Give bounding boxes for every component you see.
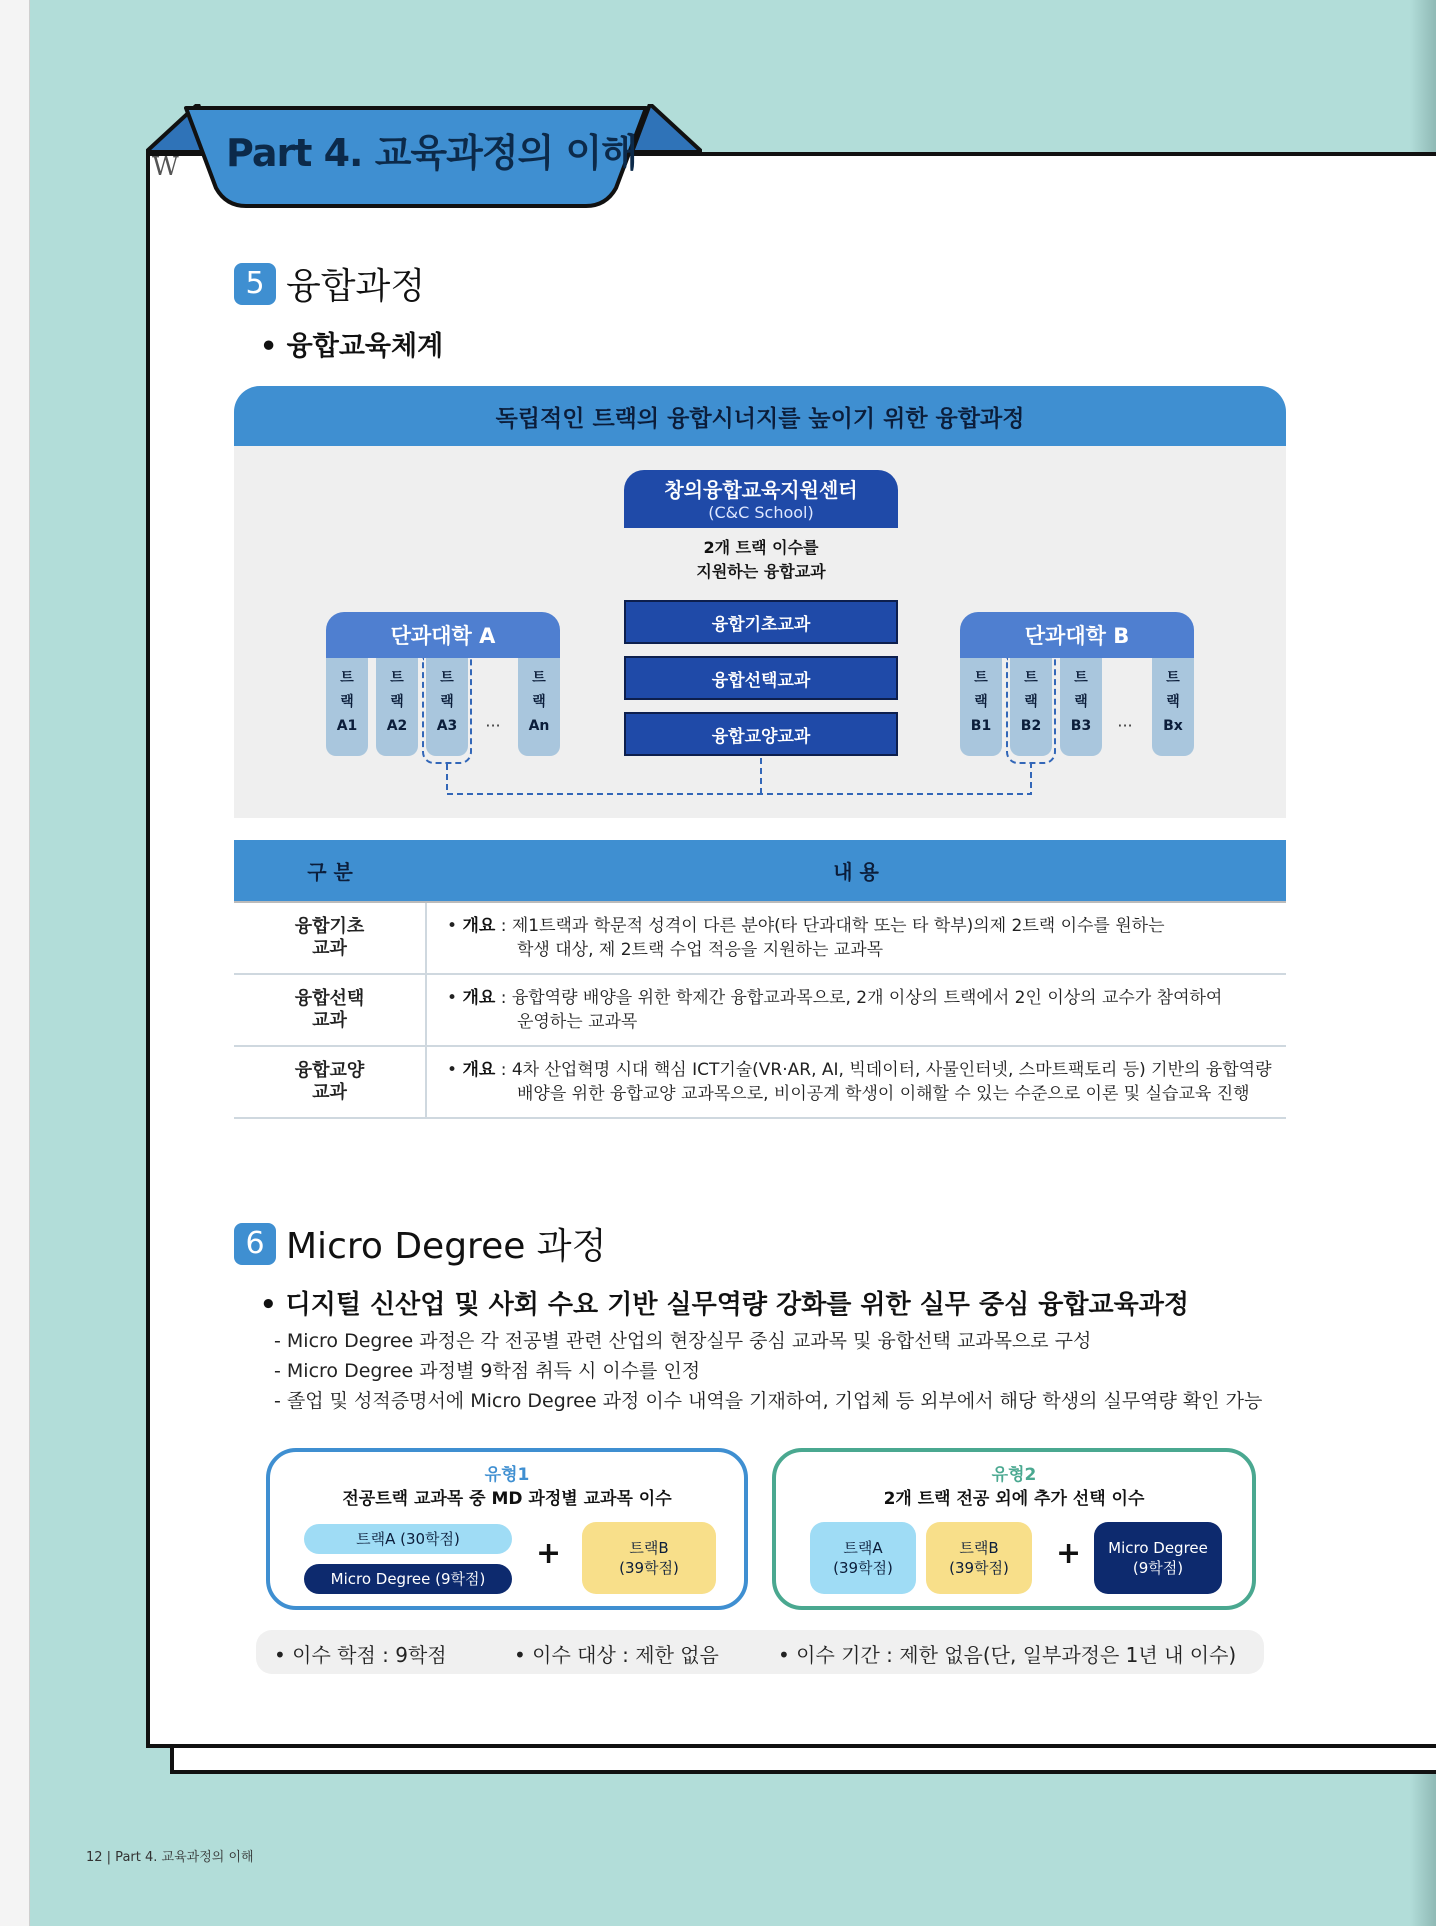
track-b1: 트 랙 B1 bbox=[960, 658, 1002, 756]
section6-heading bbox=[234, 1218, 606, 1269]
track-an: 트 랙 An bbox=[518, 658, 560, 756]
table-header-category: 구 분 bbox=[234, 840, 426, 902]
track-bx: 트 랙 Bx bbox=[1152, 658, 1194, 756]
type1-track-a: 트랙A (30학점) bbox=[304, 1524, 512, 1554]
track-a2: 트 랙 A2 bbox=[376, 658, 418, 756]
center-subtitle: (C&C School) bbox=[708, 503, 814, 522]
row-category: 융합선택 교과 bbox=[234, 974, 426, 1046]
table-row bbox=[234, 1046, 1286, 1118]
summary-target: • 이수 대상 : 제한 없음 bbox=[514, 1643, 719, 1667]
table-header-row bbox=[234, 840, 1286, 902]
convergence-table bbox=[234, 840, 1286, 1119]
track-a1: 트 랙 A1 bbox=[326, 658, 368, 756]
md-line-1: - Micro Degree 과정은 각 전공별 관련 산업의 현장실무 중심 교과목 및 융합선택 교과목으로 구성 bbox=[274, 1330, 1092, 1352]
type2-track-b: 트랙B (39학점) bbox=[926, 1522, 1032, 1594]
row-description: • 개요 : 제1트랙과 학문적 성격이 다른 분야(타 단과대학 또는 타 학부)의제 2트랙 이수를 원하는 학생 대상, 제 2트랙 수업 적응을 지원하는 교과목 bbox=[426, 902, 1286, 974]
row-category: 융합교양 교과 bbox=[234, 1046, 426, 1118]
section6-bullet: • 디지털 신산업 및 사회 수요 기반 실무역량 강화를 위한 실무 중심 융합교육과정 bbox=[260, 1290, 1189, 1320]
section6-title: Micro Degree 과정 bbox=[286, 1226, 607, 1267]
college-b-header: 단과대학 B bbox=[960, 612, 1194, 658]
row-category: 융합기초 교과 bbox=[234, 902, 426, 974]
type1-desc: 전공트랙 교과목 중 MD 과정별 교과목 이수 bbox=[342, 1489, 672, 1509]
course-elective: 융합선택교과 bbox=[624, 656, 898, 700]
table-row bbox=[234, 974, 1286, 1046]
row-description: • 개요 : 융합역량 배양을 위한 학제간 융합교과목으로, 2개 이상의 트랙에서 2인 이상의 교수가 참여하여 운영하는 교과목 bbox=[426, 974, 1286, 1046]
type2-micro-degree: Micro Degree (9학점) bbox=[1094, 1522, 1222, 1594]
track-b3: 트 랙 B3 bbox=[1060, 658, 1102, 756]
table-row bbox=[234, 902, 1286, 974]
type2-label: 유형2 bbox=[991, 1465, 1037, 1485]
center-note-line2: 지원하는 융합교과 bbox=[696, 562, 826, 581]
center-note-line1: 2개 트랙 이수를 bbox=[703, 538, 819, 557]
course-basic: 융합기초교과 bbox=[624, 600, 898, 644]
convergence-diagram bbox=[234, 386, 1286, 818]
page-left-edge bbox=[0, 0, 30, 1926]
type1-micro-degree: Micro Degree (9학점) bbox=[304, 1564, 512, 1594]
summary-credits: • 이수 학점 : 9학점 bbox=[274, 1643, 447, 1667]
part-title: Part 4. 교육과정의 이해 bbox=[226, 131, 637, 175]
connector-lines bbox=[234, 386, 1286, 818]
summary-period: • 이수 기간 : 제한 없음(단, 일부과정은 1년 내 이수) bbox=[778, 1643, 1237, 1667]
track-a3: 트 랙 A3 bbox=[426, 658, 468, 756]
type1-plus: + bbox=[536, 1536, 562, 1571]
row-description: • 개요 : 4차 산업혁명 시대 핵심 ICT기술(VR·AR, AI, 빅데이터, 사물인터넷, 스마트팩토리 등) 기반의 융합역량 배양을 위한 융합교양 교과목으로, 비이공계 학생이 이해할 수 있는 수준으로 이론 및 실습교육 진행 bbox=[426, 1046, 1286, 1118]
w-mark: W bbox=[152, 152, 179, 182]
diagram-header: 독립적인 트랙의 융합시너지를 높이기 위한 융합과정 bbox=[234, 386, 1286, 446]
track-a-ellipsis: ··· bbox=[485, 716, 501, 735]
page-footer: 12 | Part 4. 교육과정의 이해 bbox=[86, 1850, 254, 1865]
section5-subtitle: • 융합교육체계 bbox=[260, 331, 444, 362]
type2-track-a: 트랙A (39학점) bbox=[810, 1522, 916, 1594]
track-b-ellipsis: ··· bbox=[1117, 716, 1133, 735]
section5-number: 5 bbox=[234, 263, 276, 305]
section6-number: 6 bbox=[234, 1223, 276, 1265]
type1-label: 유형1 bbox=[484, 1465, 530, 1485]
track-b2: 트 랙 B2 bbox=[1010, 658, 1052, 756]
college-a-header: 단과대학 A bbox=[326, 612, 560, 658]
type2-plus: + bbox=[1056, 1536, 1082, 1571]
md-line-2: - Micro Degree 과정별 9학점 취득 시 이수를 인정 bbox=[274, 1360, 701, 1382]
type1-track-b: 트랙B (39학점) bbox=[582, 1522, 716, 1594]
type1-box bbox=[266, 1448, 748, 1610]
summary-bar bbox=[256, 1630, 1264, 1674]
center-title: 창의융합교육지원센터 bbox=[664, 478, 858, 502]
type2-desc: 2개 트랙 전공 외에 추가 선택 이수 bbox=[883, 1489, 1145, 1509]
type2-box bbox=[772, 1448, 1256, 1610]
section5-heading bbox=[234, 258, 425, 309]
section5-title: 융합과정 bbox=[286, 266, 426, 307]
md-line-3: - 졸업 및 성적증명서에 Micro Degree 과정 이수 내역을 기재하여, 기업체 등 외부에서 해당 학생의 실무역량 확인 가능 bbox=[274, 1390, 1263, 1412]
course-liberal: 융합교양교과 bbox=[624, 712, 898, 756]
table-header-content: 내 용 bbox=[426, 840, 1286, 902]
